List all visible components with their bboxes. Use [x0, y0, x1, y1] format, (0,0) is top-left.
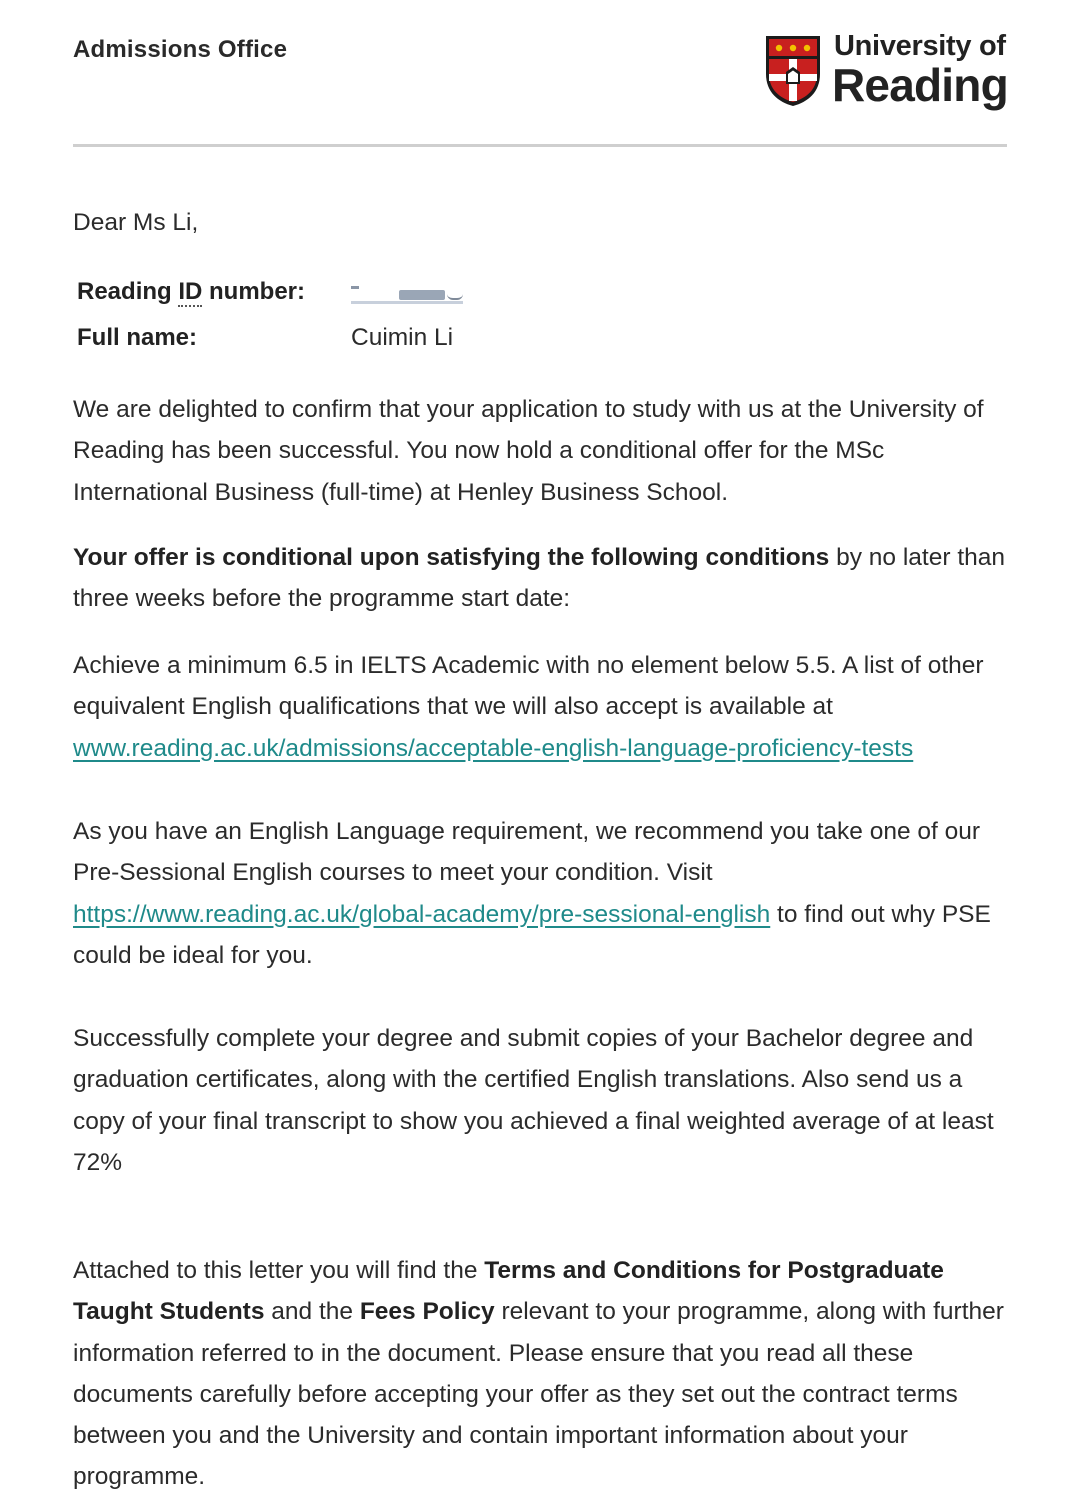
id-label-prefix: Reading [77, 278, 179, 305]
redaction-line [351, 301, 463, 304]
terms-paragraph [73, 1250, 1013, 1498]
id-label-suffix: number: [202, 278, 306, 305]
terms-text-c: and the [264, 1298, 360, 1326]
reading-id-label [77, 278, 305, 306]
conditions-intro-paragraph [73, 537, 1013, 620]
ielts-condition-paragraph [73, 645, 1013, 769]
salutation: Dear Ms Li, [73, 209, 199, 236]
offer-confirmation-paragraph: We are delighted to confirm that your application to study with us at the University of Reading has been successful. You now hold a conditional offer for the MSc International Business (full-time) at Henley Business School. [73, 396, 984, 506]
pre-sessional-paragraph [73, 811, 1013, 976]
redaction-mark [447, 292, 463, 300]
pre-sessional-english-link[interactable]: https://www.reading.ac.uk/global-academy/pre-sessional-english [73, 900, 771, 928]
pre-sessional-rest-text: to find out why PSE could be ideal for you. [73, 900, 991, 969]
degree-condition-paragraph: Successfully complete your degree and submit copies of your Bachelor degree and graduation certificates, along with the certified English translations. Also send us a copy of your final transcript to show you achieved a final weighted average of at least 72% [73, 1025, 994, 1176]
conditions-deadline-text: by no later than three weeks before the programme start date: [73, 544, 1006, 613]
redaction-mark [351, 286, 359, 289]
logo-text-university-of: University of [834, 30, 1006, 62]
redaction-bar [399, 290, 445, 300]
terms-text-a: Attached to this letter you will find the [73, 1257, 485, 1284]
pre-sessional-text: As you have an English Language requirement, we recommend you take one of our Pre-Sessional English courses to meet your condition. Visit [73, 818, 981, 887]
redacted-id-value [351, 282, 463, 304]
admissions-office-heading: Admissions Office [73, 36, 288, 63]
fees-policy-emphasis: Fees Policy [359, 1298, 495, 1326]
id-abbreviation: ID [178, 278, 203, 305]
terms-text-e: relevant to your programme, along with further information referred to in the document. Please ensure that you read all these documents carefully before accepting your offer as they set out the contract terms between you and the University and contain important information about your programme. [73, 1298, 1004, 1491]
header-divider [73, 144, 1007, 147]
full-name-label: Full name: [77, 324, 198, 351]
university-logo [764, 30, 1014, 116]
logo-text-reading: Reading [832, 59, 1008, 111]
university-crest-icon [764, 34, 822, 108]
conditions-emphasis: Your offer is conditional upon satisfying the following conditions [73, 544, 830, 571]
full-name-value: Cuimin Li [351, 324, 454, 351]
terms-and-conditions-emphasis: Terms and Conditions for Postgraduate Taught Students [73, 1257, 944, 1326]
ielts-condition-text: Achieve a minimum 6.5 in IELTS Academic with no element below 5.5. A list of other equivalent English qualifications that we will also accept is available at [73, 652, 984, 721]
english-proficiency-tests-link[interactable]: www.reading.ac.uk/admissions/acceptable-english-language-proficiency-tests [73, 734, 914, 762]
